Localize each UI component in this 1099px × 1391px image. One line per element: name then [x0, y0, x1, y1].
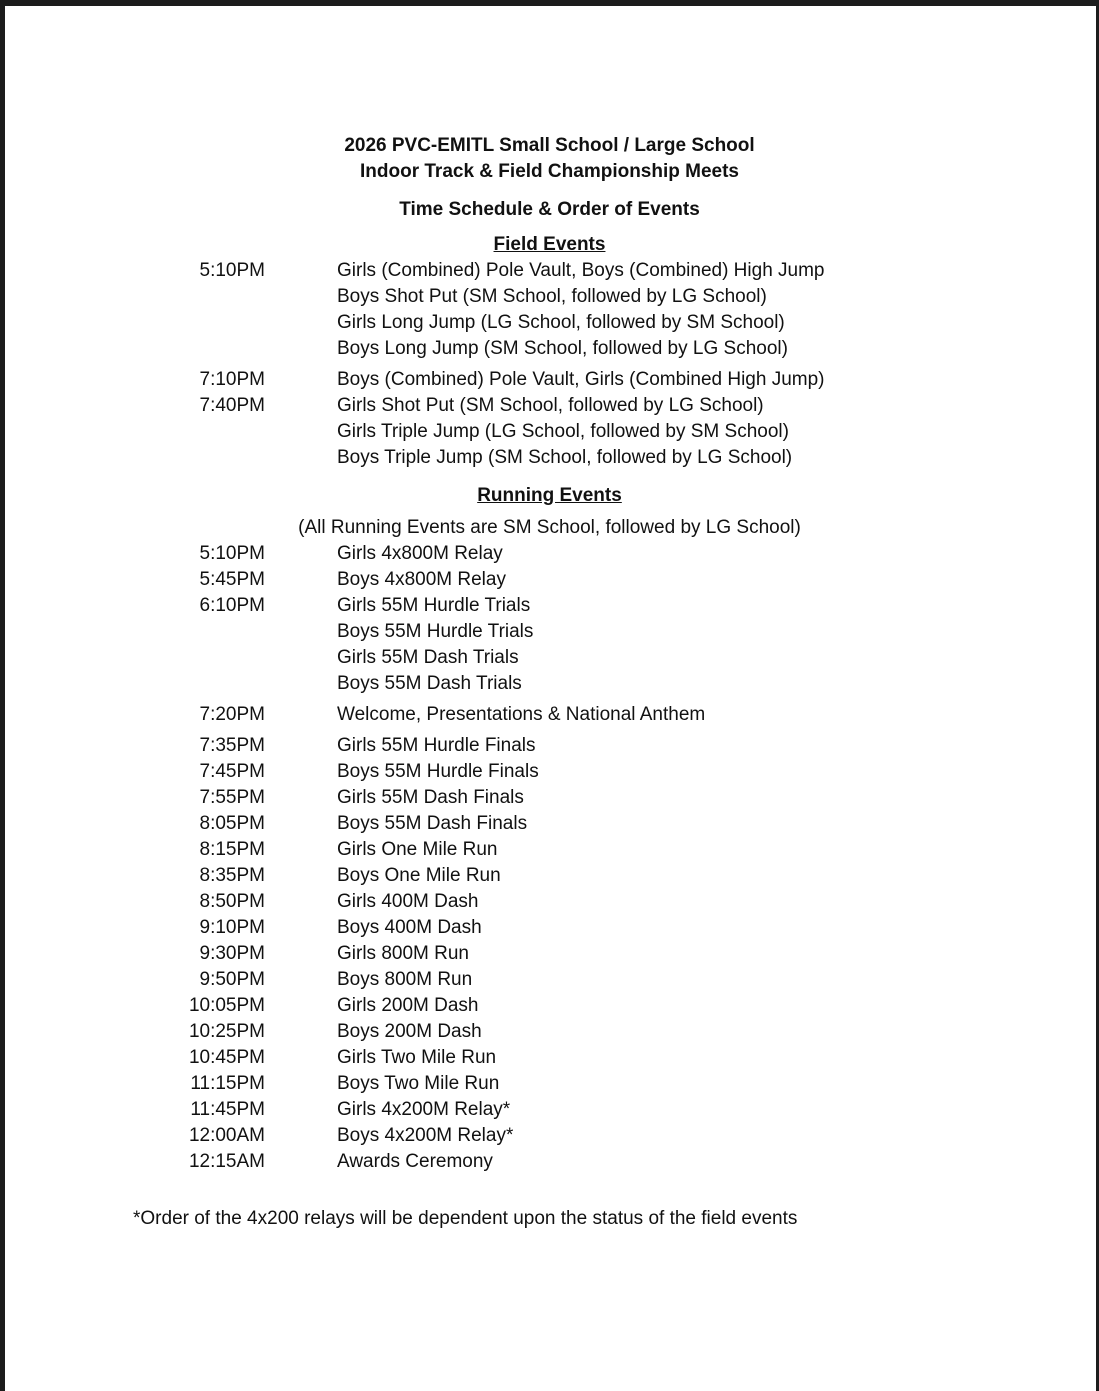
event-name: Girls 4x800M Relay	[337, 543, 503, 564]
event-name: Girls Shot Put (SM School, followed by LG School)	[337, 395, 764, 416]
event-time: 8:50PM	[199, 891, 265, 912]
event-time: 8:05PM	[199, 813, 265, 834]
document-page	[5, 6, 1096, 1391]
event-time: 5:10PM	[199, 543, 265, 564]
event-time: 9:30PM	[199, 943, 265, 964]
event-name: Boys Two Mile Run	[337, 1073, 500, 1094]
event-time: 7:45PM	[199, 761, 265, 782]
event-name: Boys 55M Dash Trials	[337, 673, 522, 694]
field-events-heading: Field Events	[493, 234, 606, 255]
event-name: Boys 55M Hurdle Trials	[337, 621, 534, 642]
event-time: 5:10PM	[199, 260, 265, 281]
event-name: Girls 55M Hurdle Finals	[337, 735, 536, 756]
event-name: Boys Long Jump (SM School, followed by LG School)	[337, 338, 788, 359]
event-time: 10:05PM	[188, 995, 265, 1016]
event-name: Welcome, Presentations & National Anthem	[337, 704, 706, 725]
event-name: Girls 4x200M Relay*	[337, 1099, 511, 1120]
event-name: Girls 55M Hurdle Trials	[337, 595, 531, 616]
document-title-line2: Indoor Track & Field Championship Meets	[360, 161, 739, 182]
document-title-line1: 2026 PVC-EMITL Small School / Large School	[344, 135, 755, 156]
event-name: Girls Triple Jump (LG School, followed by SM School)	[337, 421, 789, 442]
event-time: 5:45PM	[199, 569, 265, 590]
event-time: 12:00AM	[188, 1125, 265, 1146]
event-name: Girls 55M Dash Trials	[337, 647, 519, 668]
running-events-note: (All Running Events are SM School, followed by LG School)	[298, 517, 801, 538]
event-name: Awards Ceremony	[337, 1151, 493, 1172]
event-name: Girls 400M Dash	[337, 891, 479, 912]
event-name: Boys 55M Dash Finals	[337, 813, 528, 834]
event-name: Boys 400M Dash	[337, 917, 482, 938]
event-name: Girls Long Jump (LG School, followed by SM School)	[337, 312, 785, 333]
event-name: Boys Triple Jump (SM School, followed by LG School)	[337, 447, 793, 468]
event-name: Girls 800M Run	[337, 943, 469, 964]
event-time: 7:35PM	[199, 735, 265, 756]
document-subtitle: Time Schedule & Order of Events	[399, 199, 700, 220]
event-name: Boys (Combined) Pole Vault, Girls (Combined High Jump)	[337, 369, 825, 390]
event-name: Girls One Mile Run	[337, 839, 498, 860]
event-time: 8:15PM	[199, 839, 265, 860]
event-name: Girls (Combined) Pole Vault, Boys (Combined) High Jump	[337, 260, 825, 281]
event-time: 8:35PM	[199, 865, 265, 886]
event-name: Boys 4x200M Relay*	[337, 1125, 514, 1146]
event-time: 9:10PM	[199, 917, 265, 938]
event-name: Boys Shot Put (SM School, followed by LG School)	[337, 286, 767, 307]
event-name: Girls 55M Dash Finals	[337, 787, 524, 808]
event-time: 11:15PM	[190, 1073, 265, 1094]
event-time: 9:50PM	[199, 969, 265, 990]
event-time: 7:40PM	[199, 395, 265, 416]
running-events-heading: Running Events	[477, 485, 622, 506]
event-time: 12:15AM	[188, 1151, 265, 1172]
event-time: 7:20PM	[199, 704, 265, 725]
event-time: 7:10PM	[199, 369, 265, 390]
event-name: Boys One Mile Run	[337, 865, 501, 886]
event-time: 10:45PM	[188, 1047, 265, 1068]
event-name: Boys 800M Run	[337, 969, 473, 990]
footnote: *Order of the 4x200 relays will be dependent upon the status of the field events	[133, 1208, 798, 1229]
event-name: Boys 200M Dash	[337, 1021, 482, 1042]
event-time: 7:55PM	[199, 787, 265, 808]
event-name: Girls 200M Dash	[337, 995, 479, 1016]
event-time: 6:10PM	[199, 595, 265, 616]
event-name: Girls Two Mile Run	[337, 1047, 497, 1068]
event-name: Boys 4x800M Relay	[337, 569, 506, 590]
event-name: Boys 55M Hurdle Finals	[337, 761, 539, 782]
event-time: 10:25PM	[188, 1021, 265, 1042]
event-time: 11:45PM	[190, 1099, 265, 1120]
